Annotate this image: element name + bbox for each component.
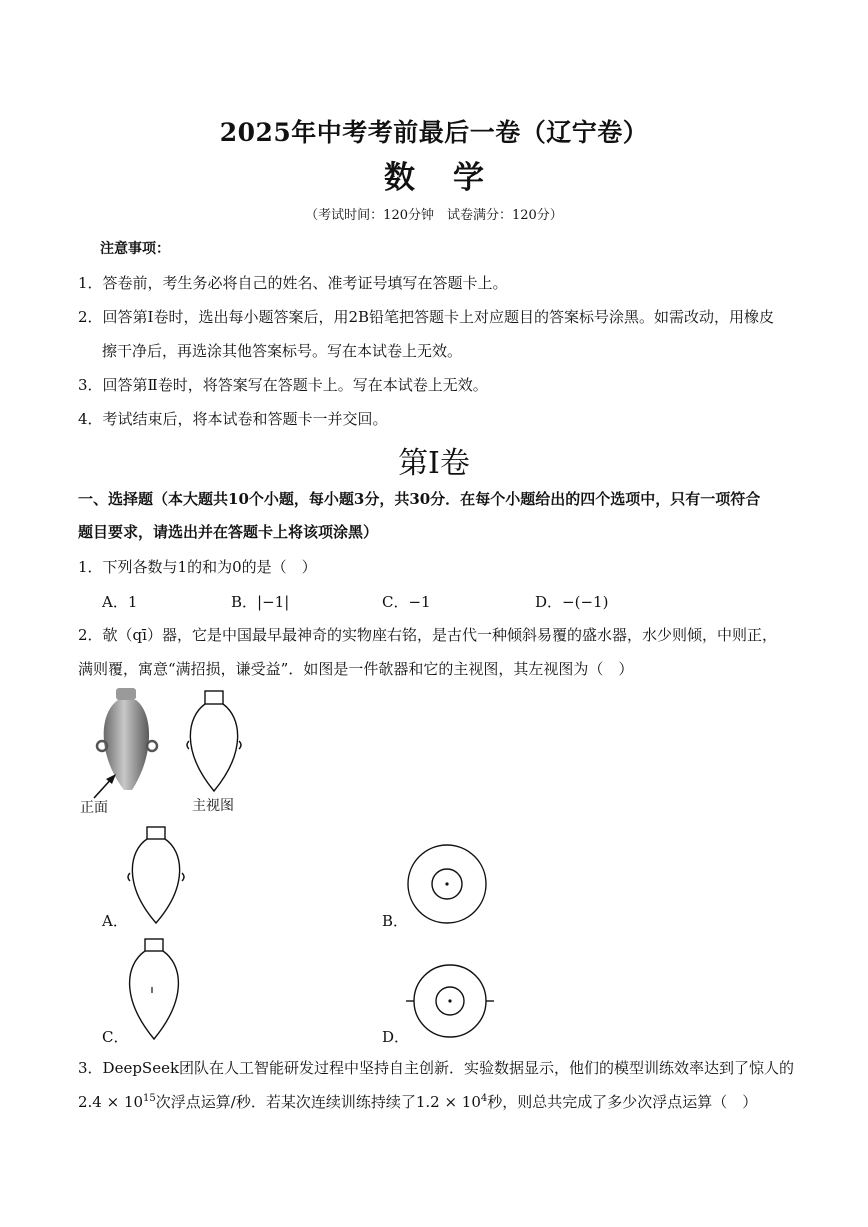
q3-line-1: 3．DeepSeek团队在人工智能研发过程中坚持自主创新．实验数据显示，他们的模型训练效率达到了惊人的 [78,1059,795,1077]
q2-option-a-label: A． [102,912,128,930]
q2-option-c-figure [123,937,185,1041]
q2-line-1: 2．欹（qī）器，它是中国最早最神奇的实物座右铭，是古代一种倾斜易覆的盛水器，水少则倾，中则正， [78,626,777,644]
q2-option-b-label: B． [382,912,409,930]
q3-exponent-1: 15 [143,1093,156,1104]
q3-line-2 [78,1091,757,1112]
subject-title: 数学 [384,160,522,196]
q1-option-b [231,591,289,612]
front-arrow-icon [92,772,122,800]
q3-exponent-2: 4 [480,1093,488,1104]
section-heading-line-1: 一、选择题（本大题共10个小题，每小题3分，共30分．在每个小题给出的四个选项中，只有一项符合 [78,490,761,508]
notice-item-3: 3．回答第Ⅱ卷时，将答案写在答题卡上。写在本试卷上无效。 [78,376,488,394]
q1-option-a [102,591,137,612]
q2-option-c-label: C． [102,1028,129,1046]
main-view-label: 主视图 [192,798,234,814]
q1-option-d [535,591,608,612]
q3-line-2-end: 秒，则总共完成了多少次浮点运算（ ） [487,1093,758,1111]
q2-line-2: 满则覆，寓意“满招损，谦受益”．如图是一件欹器和它的主视图，其左视图为（ ） [78,660,634,678]
part-title: 第Ⅰ卷 [398,446,470,481]
q2-option-a-figure [125,825,187,925]
section-heading-line-2: 题目要求，请选出并在答题卡上将该项涂黑） [78,523,379,541]
option-letter: B． [231,593,258,611]
q3-line-2-middle: 次浮点运算/秒．若某次连续训练持续了1.2 × 10 [155,1093,481,1111]
notice-title: 注意事项： [100,241,170,257]
exam-title: 2025年中考考前最后一卷（辽宁卷） [219,118,649,147]
option-letter: C． [382,593,409,611]
notice-item-1: 1．答卷前，考生务必将自己的姓名、准考证号填写在答题卡上。 [78,274,508,292]
exam-info: （考试时间：120分钟 试卷满分：120分） [305,208,563,223]
q2-option-d-label: D． [382,1028,410,1046]
option-text: |−1| [257,593,290,611]
option-letter: D． [535,593,563,611]
notice-item-2: 2．回答第Ⅰ卷时，选出每小题答案后，用2B铅笔把答题卡上对应题目的答案标号涂黑。如需改动，用橡皮 [78,308,775,326]
option-letter: A． [102,593,128,611]
option-text: −1 [408,593,431,611]
q1-option-c [382,591,431,612]
option-text: 1 [127,593,138,611]
option-text: −(−1) [562,593,609,611]
q2-option-d-figure [404,962,496,1042]
notice-item-2-cont: 擦干净后，再选涂其他答案标号。写在本试卷上无效。 [102,342,463,360]
q3-value-1: 2.4 × 10 [78,1093,144,1111]
q1-stem: 1．下列各数与1的和为0的是（ ） [78,558,317,576]
q2-option-b-figure [406,843,488,925]
main-view-figure [183,689,245,793]
front-label: 正面 [80,800,108,816]
notice-item-4: 4．考试结束后，将本试卷和答题卡一并交回。 [78,410,388,428]
